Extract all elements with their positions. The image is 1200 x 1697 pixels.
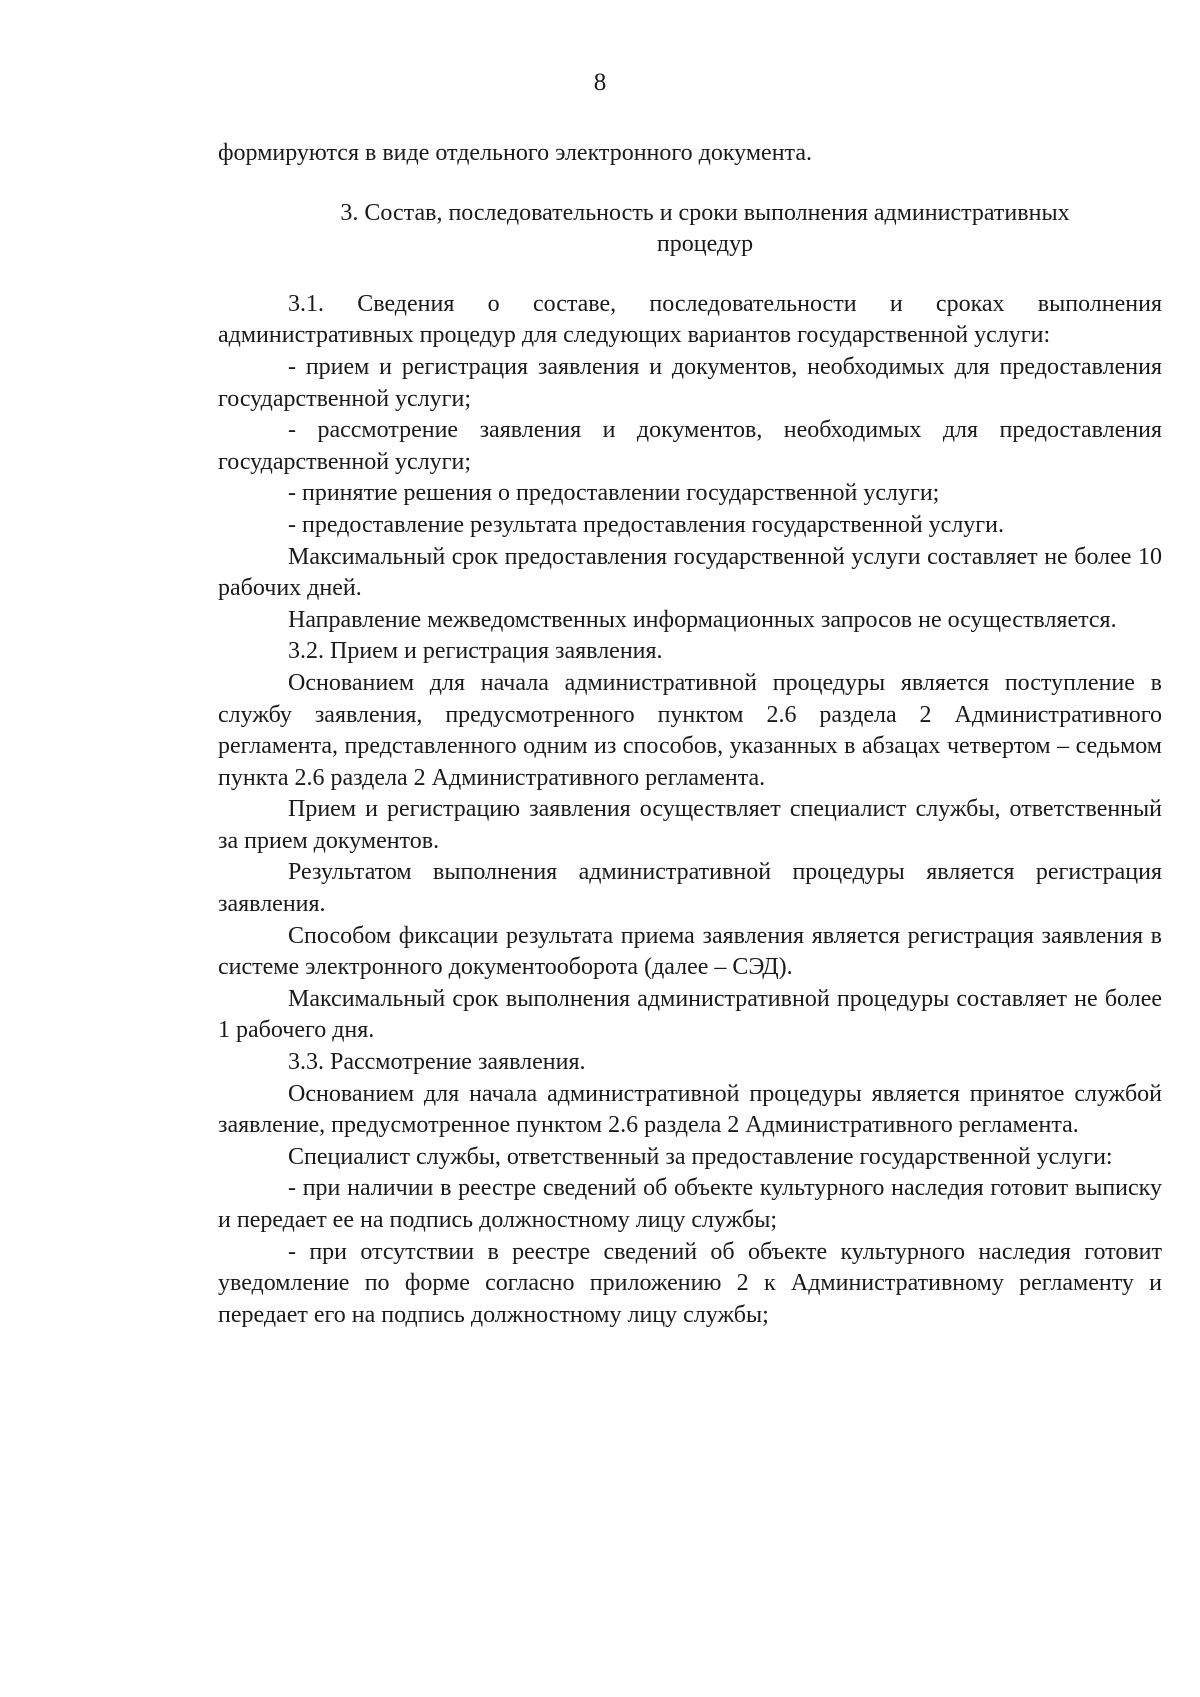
- list-item-result: - предоставление результата предоставления государственной услуги.: [288, 511, 1004, 538]
- paragraph-continuation: формируются в виде отдельного электронного документа.: [218, 140, 812, 166]
- list-item-notification: - при отсутствии в реестре сведений об объекте культурного наследия готовит уведомление по форме согласно приложению 2 к Административному регламенту и передает его на подпись должностному лицу службы;: [218, 1238, 1162, 1328]
- list-item-decision: - принятие решения о предоставлении государственной услуги;: [288, 480, 940, 507]
- list-item-review: - рассмотрение заявления и документов, необходимых для предоставления государственной услуги;: [218, 417, 1162, 475]
- subheading-3-3: 3.3. Рассмотрение заявления.: [288, 1049, 586, 1076]
- list-item-reception: - прием и регистрация заявления и документов, необходимых для предоставления государственной услуги;: [218, 353, 1162, 412]
- paragraph-3-1: 3.1. Сведения о составе, последовательности и сроках выполнения административных процедур для следующих вариантов государственной услуги:: [218, 290, 1162, 349]
- paragraph-max-term-3-2: Максимальный срок выполнения административной процедуры составляет не более 1 рабочего дня.: [218, 985, 1162, 1044]
- paragraph-grounds-3-3: Основанием для начала административной процедуры является принятое службой заявление, предусмотренное пунктом 2.6 раздела 2 Административного регламента.: [218, 1080, 1162, 1139]
- section-heading-line-2: процедур: [656, 231, 754, 258]
- subheading-3-2: 3.2. Прием и регистрация заявления.: [288, 638, 663, 665]
- section-heading: [218, 198, 1162, 261]
- page-number: 8: [593, 69, 607, 96]
- paragraph-interagency: Направление межведомственных информационных запросов не осуществляется.: [288, 606, 1117, 633]
- document-body: [218, 138, 1162, 1331]
- paragraph-grounds-3-2: Основанием для начала административной процедуры является поступление в службу заявления, предусмотренного пунктом 2.6 раздела 2 Административного регламента, представленного одним из способов, указанных в абзацах четвертом – седьмом пункта 2.6 раздела 2 Административного регламента.: [218, 669, 1162, 791]
- list-item-extract: - при наличии в реестре сведений об объекте культурного наследия готовит выписку и передает ее на подпись должностному лицу службы;: [218, 1175, 1162, 1233]
- paragraph-registration-specialist: Прием и регистрацию заявления осуществляет специалист службы, ответственный за прием документов.: [218, 796, 1162, 854]
- paragraph-fixation: Способом фиксации результата приема заявления является регистрация заявления в системе электронного документооборота (далее – СЭД).: [218, 922, 1162, 981]
- section-heading-line-1: 3. Состав, последовательность и сроки выполнения административных: [340, 199, 1070, 226]
- paragraph-specialist-3-3: Специалист службы, ответственный за предоставление государственной услуги:: [288, 1143, 1113, 1170]
- paragraph-max-term: Максимальный срок предоставления государственной услуги составляет не более 10 рабочих дней.: [218, 543, 1162, 602]
- paragraph-result-3-2: Результатом выполнения административной процедуры является регистрация заявления.: [218, 859, 1162, 918]
